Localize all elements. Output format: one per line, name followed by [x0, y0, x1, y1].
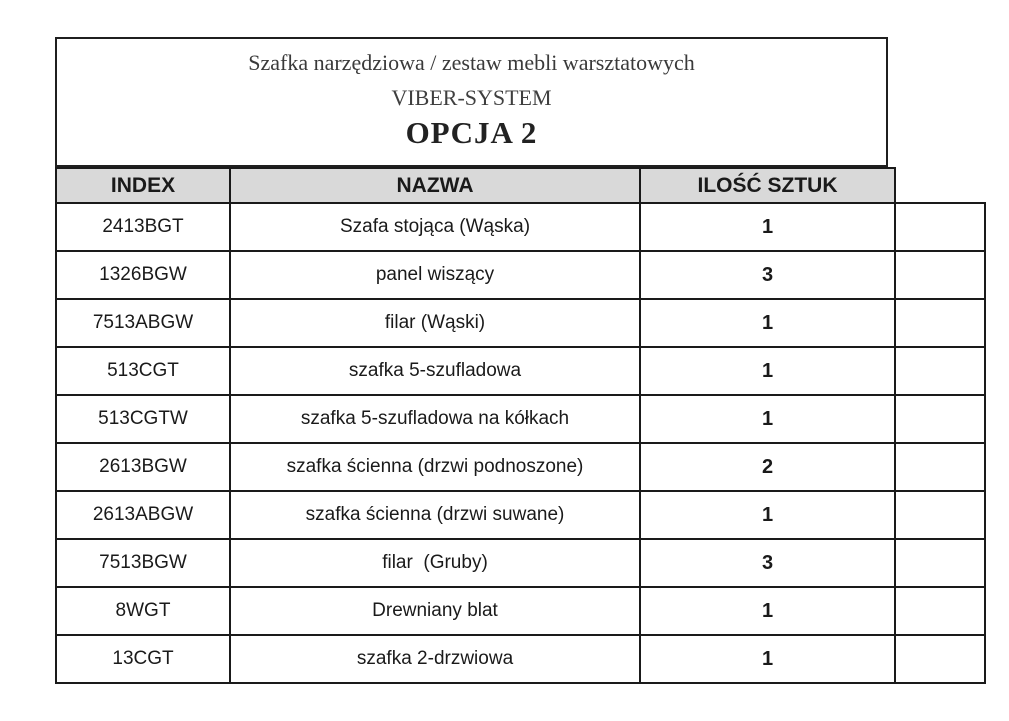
cell-extra-empty: [895, 203, 985, 251]
column-header-index: INDEX: [56, 168, 230, 203]
cell-qty: 1: [640, 587, 895, 635]
table-row: [56, 635, 985, 683]
cell-index: 1326BGW: [56, 251, 230, 299]
cell-extra-empty: [895, 587, 985, 635]
cell-qty: 3: [640, 539, 895, 587]
cell-index: 513CGT: [56, 347, 230, 395]
cell-extra-empty: [895, 443, 985, 491]
column-header-ilosc-sztuk: ILOŚĆ SZTUK: [640, 168, 895, 203]
cell-name: Drewniany blat: [230, 587, 640, 635]
cell-qty: 1: [640, 635, 895, 683]
cell-qty: 3: [640, 251, 895, 299]
table-row: [56, 251, 985, 299]
table-row: [56, 587, 985, 635]
table-row: [56, 203, 985, 251]
cell-index: 2613ABGW: [56, 491, 230, 539]
cell-index: 8WGT: [56, 587, 230, 635]
cell-qty: 1: [640, 347, 895, 395]
cell-name: filar (Wąski): [230, 299, 640, 347]
cell-index: 7513ABGW: [56, 299, 230, 347]
column-header-nazwa: NAZWA: [230, 168, 640, 203]
cell-name: Szafa stojąca (Wąska): [230, 203, 640, 251]
cell-name: szafka 2-drzwiowa: [230, 635, 640, 683]
cell-name: szafka ścienna (drzwi podnoszone): [230, 443, 640, 491]
cell-qty: 1: [640, 395, 895, 443]
cell-name: szafka 5-szufladowa: [230, 347, 640, 395]
cell-name: szafka 5-szufladowa na kółkach: [230, 395, 640, 443]
cell-qty: 1: [640, 203, 895, 251]
table-row: [56, 539, 985, 587]
cell-name: filar (Gruby): [230, 539, 640, 587]
cell-extra-empty: [895, 635, 985, 683]
cell-extra-empty: [895, 395, 985, 443]
table-row: [56, 347, 985, 395]
cell-qty: 2: [640, 443, 895, 491]
option-title: OPCJA 2: [405, 115, 538, 150]
cell-extra-empty: [895, 347, 985, 395]
cell-index: 13CGT: [56, 635, 230, 683]
cell-index: 2613BGW: [56, 443, 230, 491]
title-box: [55, 37, 888, 167]
table-header-row: [56, 168, 985, 203]
table-row: [56, 443, 985, 491]
table-row: [56, 395, 985, 443]
cell-qty: 1: [640, 491, 895, 539]
document-title: Szafka narzędziowa / zestaw mebli warsztatowych: [248, 50, 695, 75]
cell-extra-empty: [895, 251, 985, 299]
cell-name: szafka ścienna (drzwi suwane): [230, 491, 640, 539]
cell-index: 7513BGW: [56, 539, 230, 587]
table-row: [56, 299, 985, 347]
parts-table: [55, 167, 986, 684]
cell-extra-empty: [895, 539, 985, 587]
column-header-empty: [895, 168, 985, 203]
cell-index: 513CGTW: [56, 395, 230, 443]
cell-name: panel wiszący: [230, 251, 640, 299]
cell-extra-empty: [895, 491, 985, 539]
brand-name: VIBER-SYSTEM: [391, 85, 552, 110]
cell-index: 2413BGT: [56, 203, 230, 251]
cell-extra-empty: [895, 299, 985, 347]
cell-qty: 1: [640, 299, 895, 347]
table-row: [56, 491, 985, 539]
